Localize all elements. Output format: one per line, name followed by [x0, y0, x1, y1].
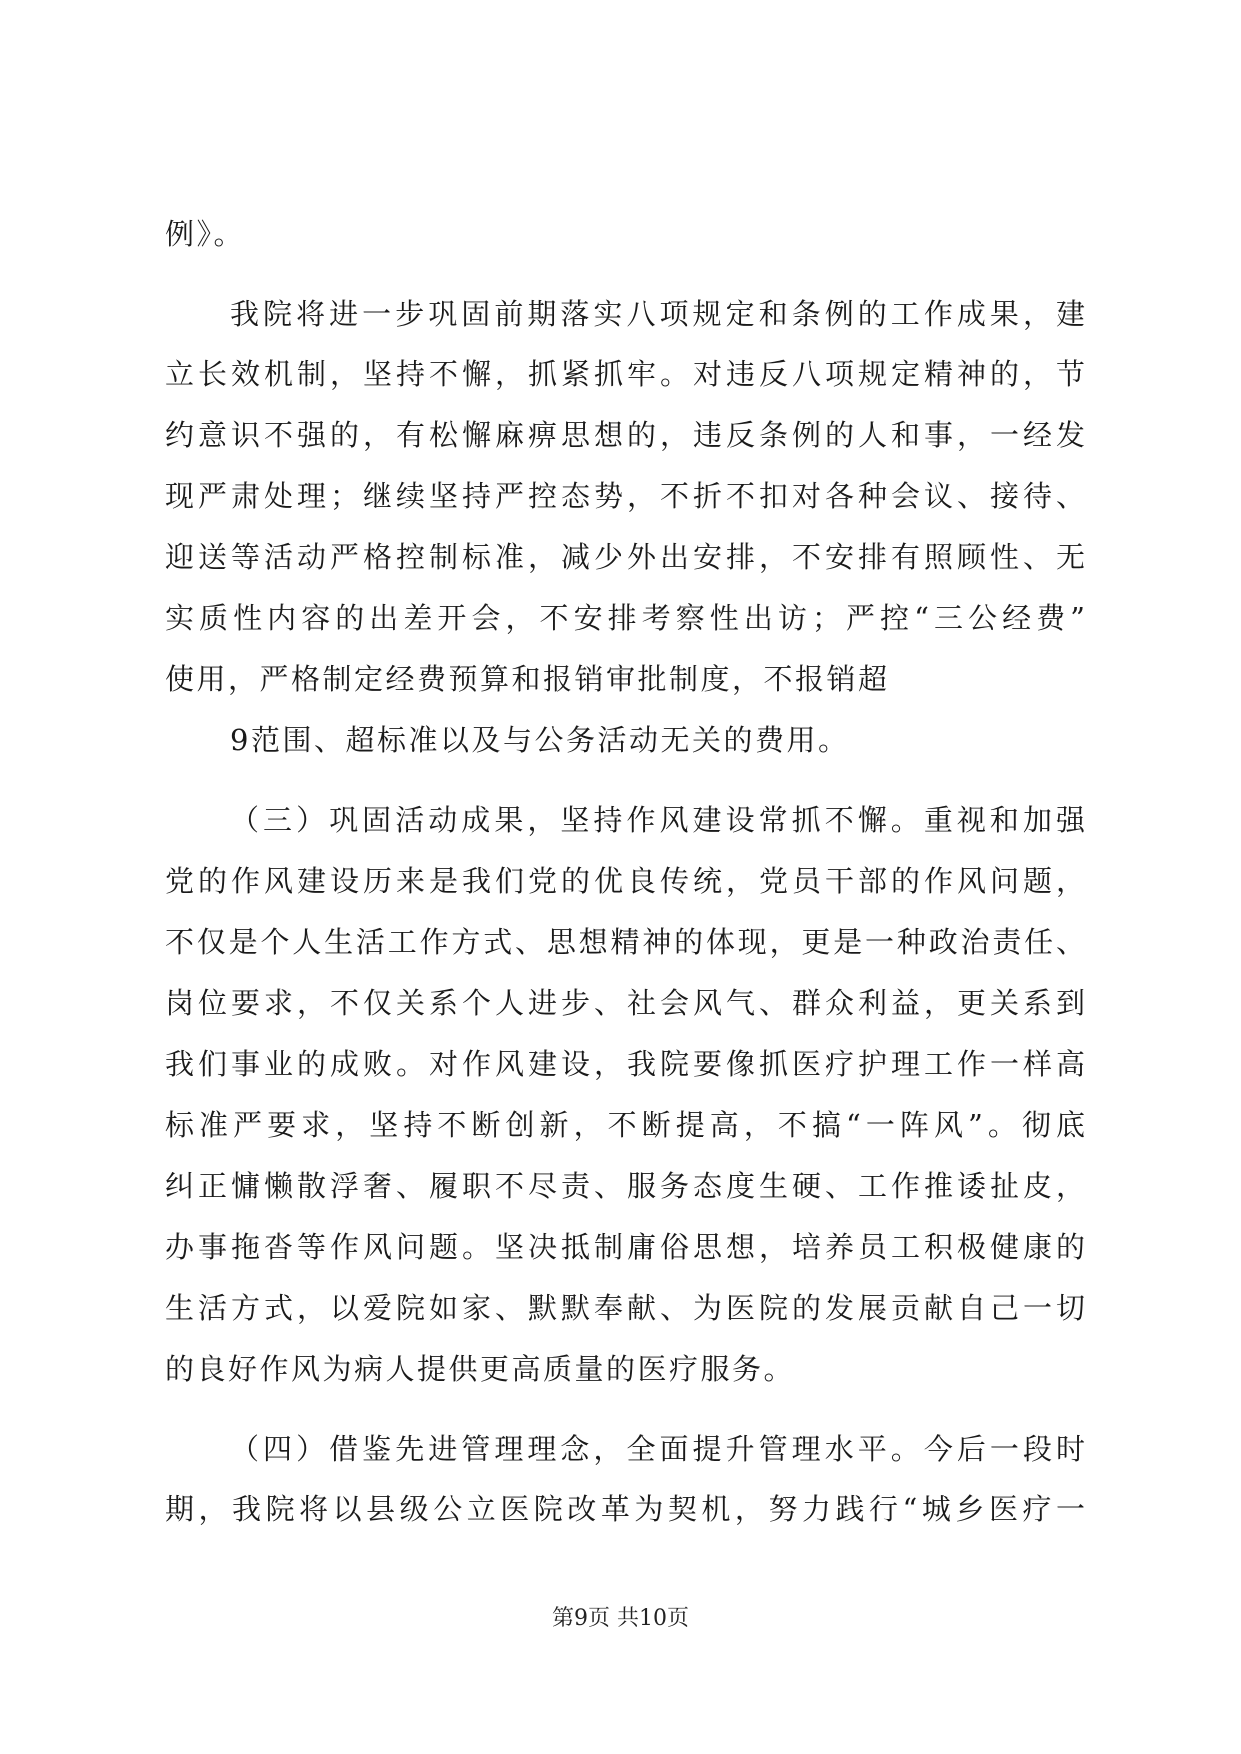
text-line: 约意识不强的，有松懈麻痹思想的，违反条例的人和事，一经发	[165, 418, 1085, 452]
text-line: 的良好作风为病人提供更高质量的医疗服务。	[165, 1352, 796, 1386]
text-line: 迎送等活动严格控制标准，减少外出安排，不安排有照顾性、无	[165, 540, 1085, 574]
text-line: 纠正慵懒散浮奢、履职不尽责、服务态度生硬、工作推诿扯皮，	[165, 1169, 1085, 1203]
text-line: 实质性内容的出差开会，不安排考察性出访；严控“三公经费”	[165, 601, 1085, 635]
text-line: 9范围、超标准以及与公务活动无关的费用。	[230, 723, 850, 757]
text-line: 办事拖沓等作风问题。坚决抵制庸俗思想，培养员工积极健康的	[165, 1230, 1085, 1264]
text-line: 生活方式，以爱院如家、默默奉献、为医院的发展贡献自己一切	[165, 1291, 1085, 1325]
text-line: 现严肃处理；继续坚持严控态势，不折不扣对各种会议、接待、	[165, 479, 1085, 513]
text-line: 党的作风建设历来是我们党的优良传统，党员干部的作风问题，	[165, 864, 1085, 898]
text-line: 使用，严格制定经费预算和报销审批制度，不报销超	[165, 662, 890, 696]
text-line: （三）巩固活动成果，坚持作风建设常抓不懈。重视和加强	[230, 803, 1085, 837]
text-line: 例》。	[165, 217, 246, 251]
text-line: 我院将进一步巩固前期落实八项规定和条例的工作成果，建	[230, 297, 1085, 331]
text-line: 立长效机制，坚持不懈，抓紧抓牢。对违反八项规定精神的，节	[165, 357, 1085, 391]
text-line: 不仅是个人生活工作方式、思想精神的体现，更是一种政治责任、	[165, 925, 1085, 959]
text-line: 标准严要求，坚持不断创新，不断提高，不搞“一阵风”。彻底	[165, 1108, 1085, 1142]
text-line: 我们事业的成败。对作风建设，我院要像抓医疗护理工作一样高	[165, 1047, 1085, 1081]
text-line: 期，我院将以县级公立医院改革为契机，努力践行“城乡医疗一	[165, 1492, 1085, 1526]
text-line: 岗位要求，不仅关系个人进步、社会风气、群众利益，更关系到	[165, 986, 1085, 1020]
page-number-footer: 第9页 共10页	[552, 1606, 689, 1631]
text-line: （四）借鉴先进管理理念，全面提升管理水平。今后一段时	[230, 1432, 1085, 1466]
